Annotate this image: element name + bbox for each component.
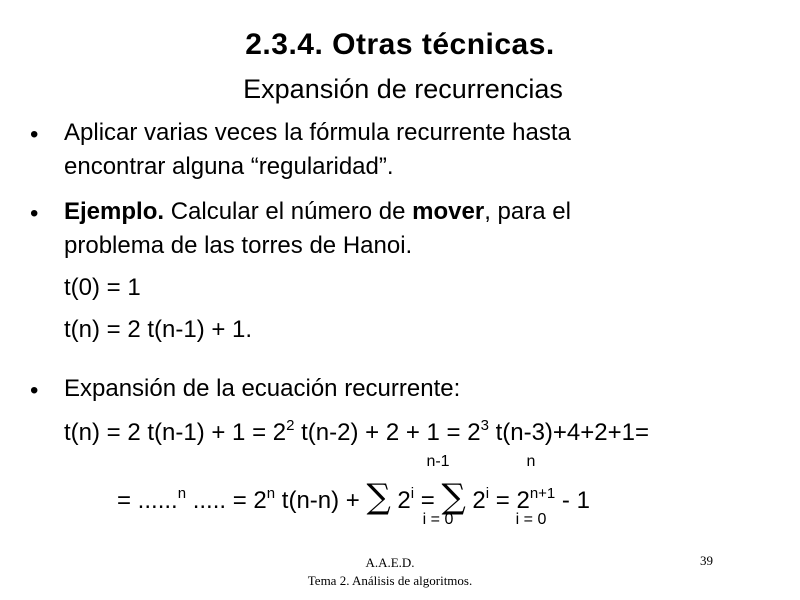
sum1-upper-limit: n-1 [426, 453, 450, 470]
final-exponent-n2: n [266, 485, 276, 502]
bullet1-line2: encontrar alguna “regularidad”. [64, 153, 394, 180]
footer-topic: Tema 2. Análisis de algoritmos. [307, 573, 473, 588]
final-exponent-n1: n+1 [529, 485, 556, 502]
expansion-exponent-2: 3 [480, 417, 489, 434]
final-exponent-n: n [177, 485, 187, 502]
final-exponent-i1: i [410, 485, 415, 502]
bullet3-line1: Expansión de la ecuación recurrente: [64, 375, 461, 402]
final-part-8: - 1 [555, 487, 590, 514]
final-equation [117, 477, 590, 517]
expansion-part-1: t(n) = 2 t(n-1) + 1 = 2 [64, 419, 287, 446]
base-case-equation: t(0) = 1 [64, 274, 141, 301]
sum2-sigma: ∑ [441, 477, 466, 517]
page-number: 39 [700, 553, 713, 568]
slide-title: 2.3.4. Otras técnicas. [245, 28, 555, 61]
bullet1-line1: Aplicar varias veces la fórmula recurrente hasta [64, 119, 571, 146]
sum2-upper-limit: n [526, 453, 536, 470]
bullet2-line1 [64, 200, 571, 224]
sum1-lower-limit: i = 0 [422, 511, 454, 528]
sum2-lower-limit: i = 0 [515, 511, 547, 528]
expansion-equation [64, 417, 650, 446]
bullet2-bold-word: mover [412, 198, 485, 225]
footer-course: A.A.E.D. [365, 555, 415, 570]
final-part-3: t(n-n) + [275, 487, 367, 514]
bullet2-bold-prefix: Ejemplo. [64, 198, 165, 225]
expansion-exponent-1: 2 [286, 417, 295, 434]
final-part-4: 2 [390, 487, 411, 514]
bullet2-text-before: Calcular el número de [164, 198, 413, 225]
final-part-7: = 2 [489, 487, 530, 514]
expansion-part-2: t(n-2) + 2 + 1 = 2 [294, 419, 481, 446]
final-part-2: ..... = 2 [186, 487, 267, 514]
slide-subtitle: Expansión de recurrencias [243, 74, 563, 104]
sum1-sigma: ∑ [366, 477, 391, 517]
final-exponent-i2: i [485, 485, 490, 502]
bullet-marker-3: • [30, 377, 39, 404]
final-part-5: = [414, 487, 442, 514]
bullet2-line2: problema de las torres de Hanoi. [64, 232, 413, 259]
bullet-marker-2: • [30, 200, 39, 227]
final-part-6: 2 [465, 487, 486, 514]
final-part-1: = ...... [117, 487, 178, 514]
recurrence-equation: t(n) = 2 t(n-1) + 1. [64, 316, 253, 343]
bullet2-text-after: , para el [484, 198, 571, 225]
expansion-part-3: t(n-3)+4+2+1= [488, 419, 650, 446]
bullet-marker-1: • [30, 121, 39, 148]
